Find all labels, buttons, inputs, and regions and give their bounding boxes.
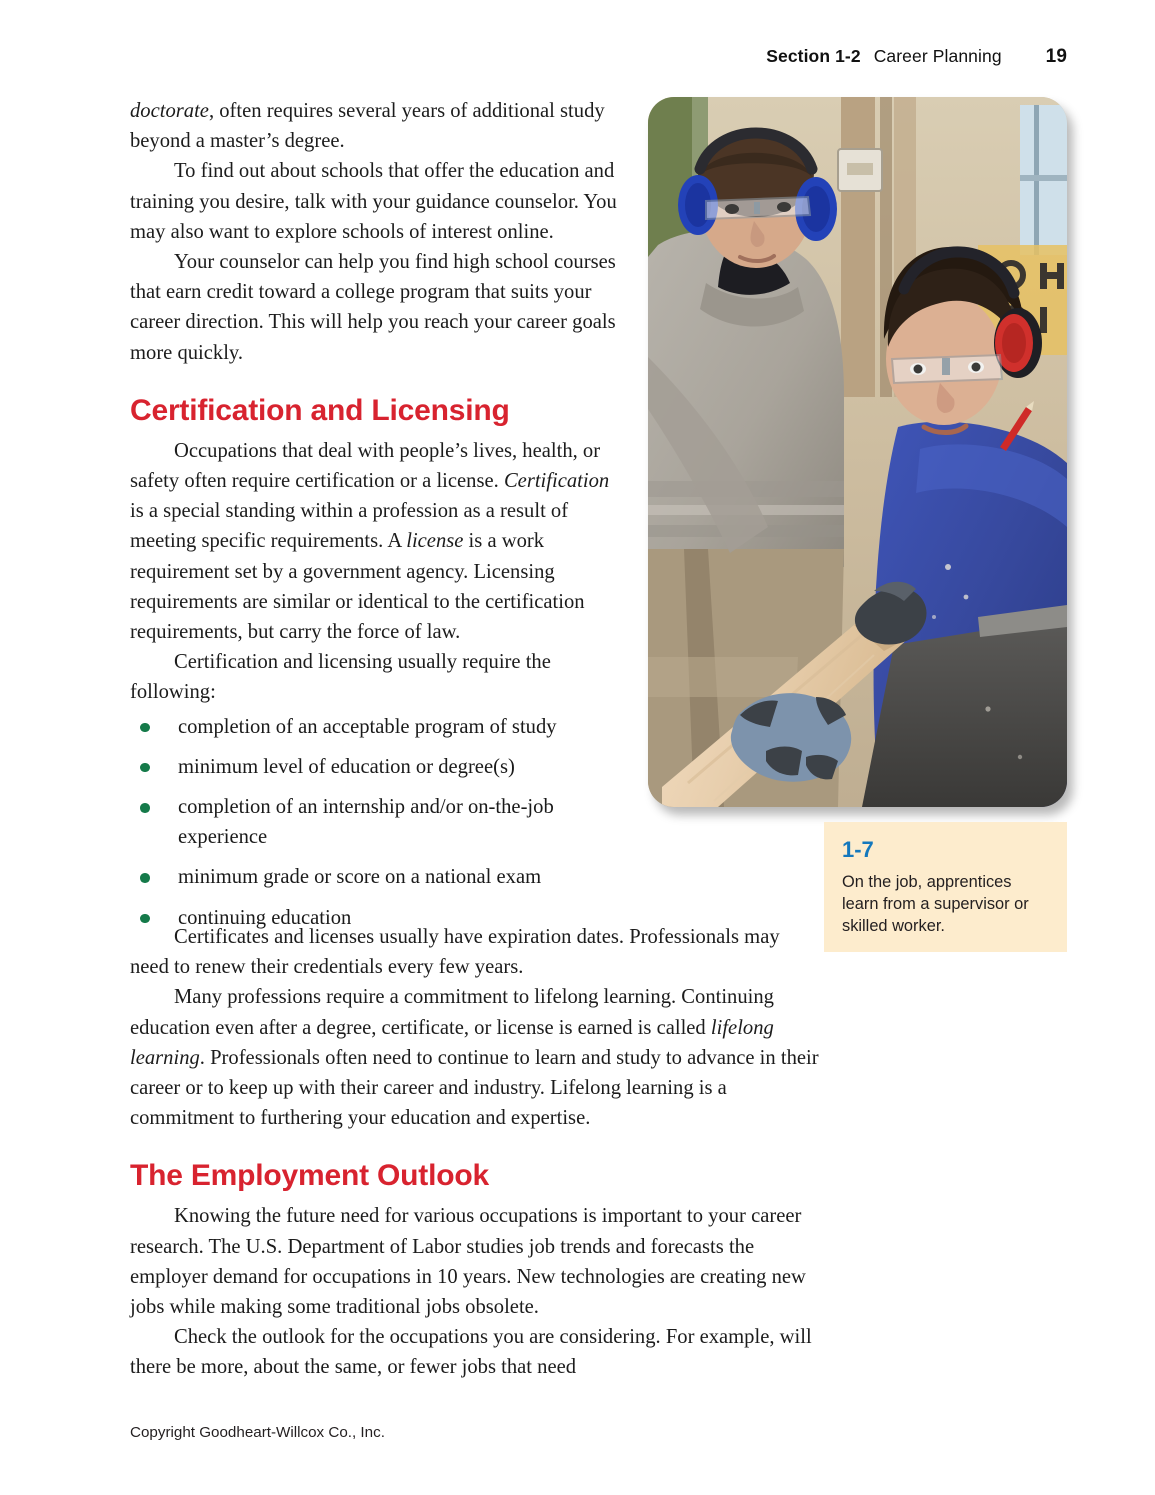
paragraph-carryover-rest: , often requires several years of additional study beyond a master’s degree. <box>130 100 605 153</box>
list-item: continuing education <box>130 903 617 933</box>
paragraph-carryover <box>130 96 617 156</box>
cert-part-2: is a special standing within a profession as a result of meeting specific requirements. A <box>130 500 569 553</box>
list-item: completion of an internship and/or on-the-job experience <box>130 792 617 852</box>
term-doctorate: doctorate <box>130 100 209 122</box>
paragraph-schools: To find out about schools that offer the education and training you desire, talk with your guidance counselor. You may also want to explore schools of interest online. <box>130 160 617 243</box>
paragraph-certification-definition <box>130 436 617 647</box>
cert-part-1: Occupations that deal with people’s lives, health, or safety often require certification or a license. <box>130 439 601 493</box>
term-license: license <box>406 530 464 553</box>
figure-caption-box <box>824 822 1067 952</box>
requirements-list <box>130 712 617 933</box>
paragraph-outlook-intro: Knowing the future need for various occupations is important to your career research. The U.S. Department of Labor studies job trends and forecasts the employer demand for occupations in 10 years. New technologies are creating new jobs while making some traditional jobs obsolete. <box>130 1205 806 1319</box>
running-head <box>766 46 1067 68</box>
paragraph-expiration: Certificates and licenses usually have expiration dates. Professionals may need to renew their credentials every few years. <box>130 926 780 979</box>
paragraph-requirements-lead-in: Certification and licensing usually require the following: <box>130 651 551 704</box>
text-column-wide <box>130 922 820 1383</box>
paragraph-lifelong-learning <box>130 982 820 1133</box>
paragraph-outlook-check: Check the outlook for the occupations you are considering. For example, will there be more, about the same, or fewer jobs that need <box>130 1326 812 1379</box>
list-item: minimum grade or score on a national exam <box>130 862 617 892</box>
list-item: minimum level of education or degree(s) <box>130 752 617 782</box>
paragraph-counselor: Your counselor can help you find high school courses that earn credit toward a college program that suits your career direction. This will help you reach your career goals more quickly. <box>130 251 616 364</box>
heading-certification-and-licensing: Certification and Licensing <box>130 393 510 427</box>
page-number: 19 <box>1045 46 1067 67</box>
figure-number: 1-7 <box>842 837 874 862</box>
list-item: completion of an acceptable program of study <box>130 712 617 742</box>
copyright-notice: Copyright Goodheart-Willcox Co., Inc. <box>130 1424 385 1441</box>
lifelong-part-2: . Professionals often need to continue to learn and study to advance in their career or to keep up with their career and industry. Lifelong learning is a commitment to furthering your education and expertise. <box>130 1046 819 1130</box>
figure-caption-text: On the job, apprentices learn from a supervisor or skilled worker. <box>842 873 1029 935</box>
term-lifelong-learning: lifelong learning <box>130 1016 774 1069</box>
heading-the-employment-outlook: The Employment Outlook <box>130 1159 489 1193</box>
cert-part-3: is a work requirement set by a government agency. Licensing requirements are similar or identical to the certification requirements, but carry the force of law. <box>130 530 585 644</box>
running-head-section: Section 1-2 <box>766 46 861 66</box>
workshop-photo <box>648 97 1067 807</box>
term-certification: Certification <box>503 470 610 493</box>
lifelong-part-1: Many professions require a commitment to lifelong learning. Continuing education even after a degree, certificate, or license is earned is called <box>130 986 774 1039</box>
running-head-title: Career Planning <box>873 46 1002 66</box>
text-column-narrow <box>130 96 617 943</box>
figure-1-7-image <box>648 97 1067 807</box>
